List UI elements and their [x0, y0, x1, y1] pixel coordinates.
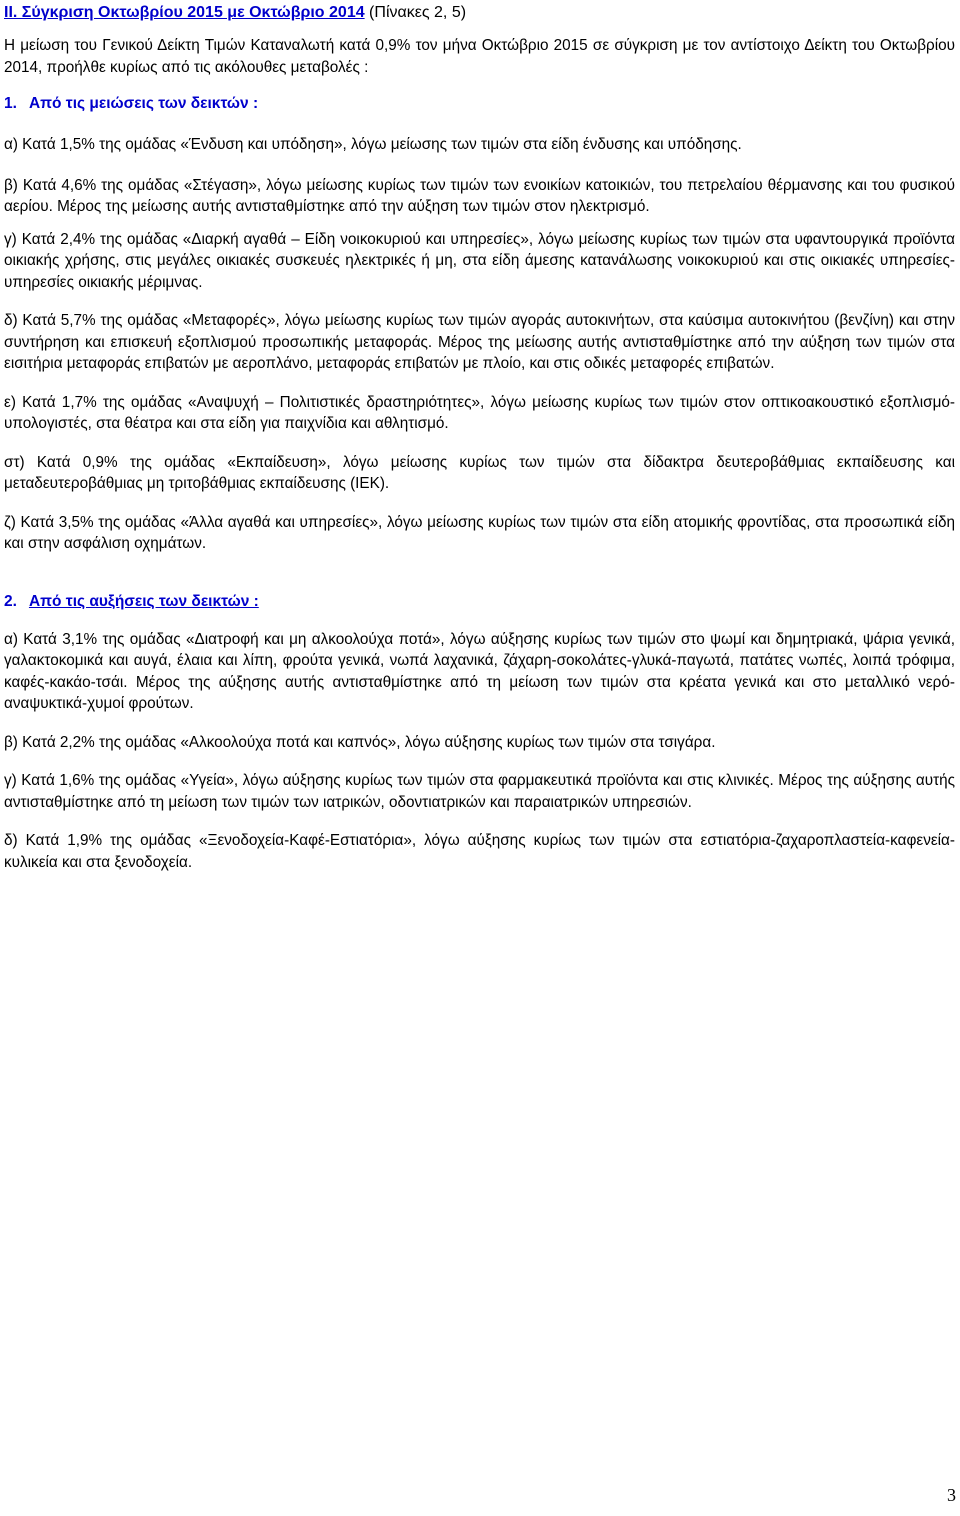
- increase-item-d: δ) Κατά 1,9% της ομάδας «Ξενοδοχεία-Καφέ-Εστιατόρια», λόγω αύξησης κυρίως των τιμών στα εστιατόρια-ζαχαροπλαστεία-καφενεία-κυλικεία και στα ξενοδοχεία.: [4, 832, 955, 871]
- decrease-item-e: ε) Κατά 1,7% της ομάδας «Αναψυχή – Πολιτιστικές δραστηριότητες», λόγω μείωσης κυρίως των τιμών στον οπτικοακουστικό εξοπλισμό-υπολογιστές, στα θέατρα και στα είδη για παιχνίδια και αθλητισμό.: [4, 393, 955, 432]
- decreases-heading: [4, 93, 955, 115]
- decrease-item-st: στ) Κατά 0,9% της ομάδας «Εκπαίδευση», λόγω μείωσης κυρίως των τιμών στα δίδακτρα δευτεροβάθμιας εκπαίδευσης και μεταδευτεροβάθμιας μη τριτοβάθμιας εκπαίδευσης (ΙΕΚ).: [4, 453, 955, 492]
- decrease-item-z: ζ) Κατά 3,5% της ομάδας «Άλλα αγαθά και υπηρεσίες», λόγω μείωσης κυρίως των τιμών στα είδη ατομικής φροντίδας, στα προσωπικά είδη και στην ασφάλιση οχημάτων.: [4, 513, 955, 552]
- increase-item-a: α) Κατά 3,1% της ομάδας «Διατροφή και μη αλκοολούχα ποτά», λόγω αύξησης κυρίως των τιμών στο ψωμί και δημητριακά, ψάρια γενικά, γαλακτοκομικά και αυγά, έλαια και λίπη, φρούτα γενικά, νωπά λαχανικά, ζάχαρη-σοκολάτες-γλυκά-παγωτά, πατάτες νωπές, λοιπά τρόφιμα, καφές-κακάο-τσάι. Μέρος της αύξησης αυτής αντισταθμίστηκε από τη μείωση των τιμών στα κρέατα γενικά και στο μεταλλικό νερό-αναψυκτικά-χυμοί φρούτων.: [4, 630, 955, 712]
- decrease-item-a: α) Κατά 1,5% της ομάδας «Ένδυση και υπόδηση», λόγω μείωσης των τιμών στα είδη ένδυσης και υπόδησης.: [4, 136, 742, 153]
- increases-heading: [4, 591, 955, 613]
- decrease-item-c: γ) Κατά 2,4% της ομάδας «Διαρκή αγαθά – Είδη νοικοκυριού και υπηρεσίες», λόγω μείωσης κυρίως των τιμών στα υφαντουργικά προϊόντα οικιακής χρήσης, στις μεγάλες οικιακές συσκευές ηλεκτρικές ή μη, στα είδη άμεσης κατανάλωσης νοικοκυριού και στις οικιακές υπηρεσίες-υπηρεσίες οικιακής μέριμνας.: [4, 230, 955, 291]
- document-page: [4, 0, 955, 873]
- intro-paragraph: Η μείωση του Γενικού Δείκτη Τιμών Καταναλωτή κατά 0,9% τον μήνα Οκτώβριο 2015 σε σύγκριση με τον αντίστοιχο Δείκτη του Οκτωβρίου 2014, προήλθε κυρίως από τις ακόλουθες μεταβολές :: [4, 37, 955, 76]
- section-heading: [4, 0, 955, 24]
- decrease-item-d: δ) Κατά 5,7% της ομάδας «Μεταφορές», λόγω μείωσης κυρίως των τιμών αγοράς αυτοκινήτων, στα καύσιμα αυτοκινήτου (βενζίνη) και στην συντήρηση και επισκευή εξοπλισμού προσωπικής μεταφοράς. Μέρος της μείωσης αυτής αντισταθμίστηκε από την αύξηση των τιμών στα εισιτήρια μεταφοράς επιβατών με αεροπλάνο, μεταφοράς επιβατών με πλοίο, και στις οδικές μεταφορές επιβατών.: [4, 312, 955, 372]
- increases-heading-text: Από τις αυξήσεις των δεικτών :: [28, 592, 259, 610]
- increase-item-c: γ) Κατά 1,6% της ομάδας «Υγεία», λόγω αύξησης κυρίως των τιμών στα φαρμακευτικά προϊόντα και στις κλινικές. Μέρος της αύξησης αυτής αντισταθμίστηκε από τη μείωση των τιμών των ιατρικών, οδοντιατρικών και παραιατρικών υπηρεσιών.: [4, 772, 955, 811]
- decreases-heading-text: Από τις μειώσεις των δεικτών :: [28, 95, 259, 112]
- decreases-heading-number: 1.: [4, 95, 17, 112]
- page-number: 3: [947, 1485, 956, 1505]
- decrease-item-b: β) Κατά 4,6% της ομάδας «Στέγαση», λόγω μείωσης κυρίως των τιμών των ενοικίων κατοικιών, του πετρελαίου θέρμανσης και του φυσικού αερίου. Μέρος της μείωσης αυτής αντισταθμίστηκε από την αύξηση των τιμών στον ηλεκτρισμό.: [4, 176, 955, 215]
- section-heading-table-ref: (Πίνακες 2, 5): [364, 4, 467, 21]
- section-heading-title: II. Σύγκριση Οκτωβρίου 2015 με Οκτώβριο 2014: [4, 4, 365, 21]
- increases-heading-number: 2.: [4, 592, 17, 610]
- increase-item-b: β) Κατά 2,2% της ομάδας «Αλκοολούχα ποτά και καπνός», λόγω αύξησης κυρίως των τιμών στα τσιγάρα.: [4, 733, 716, 751]
